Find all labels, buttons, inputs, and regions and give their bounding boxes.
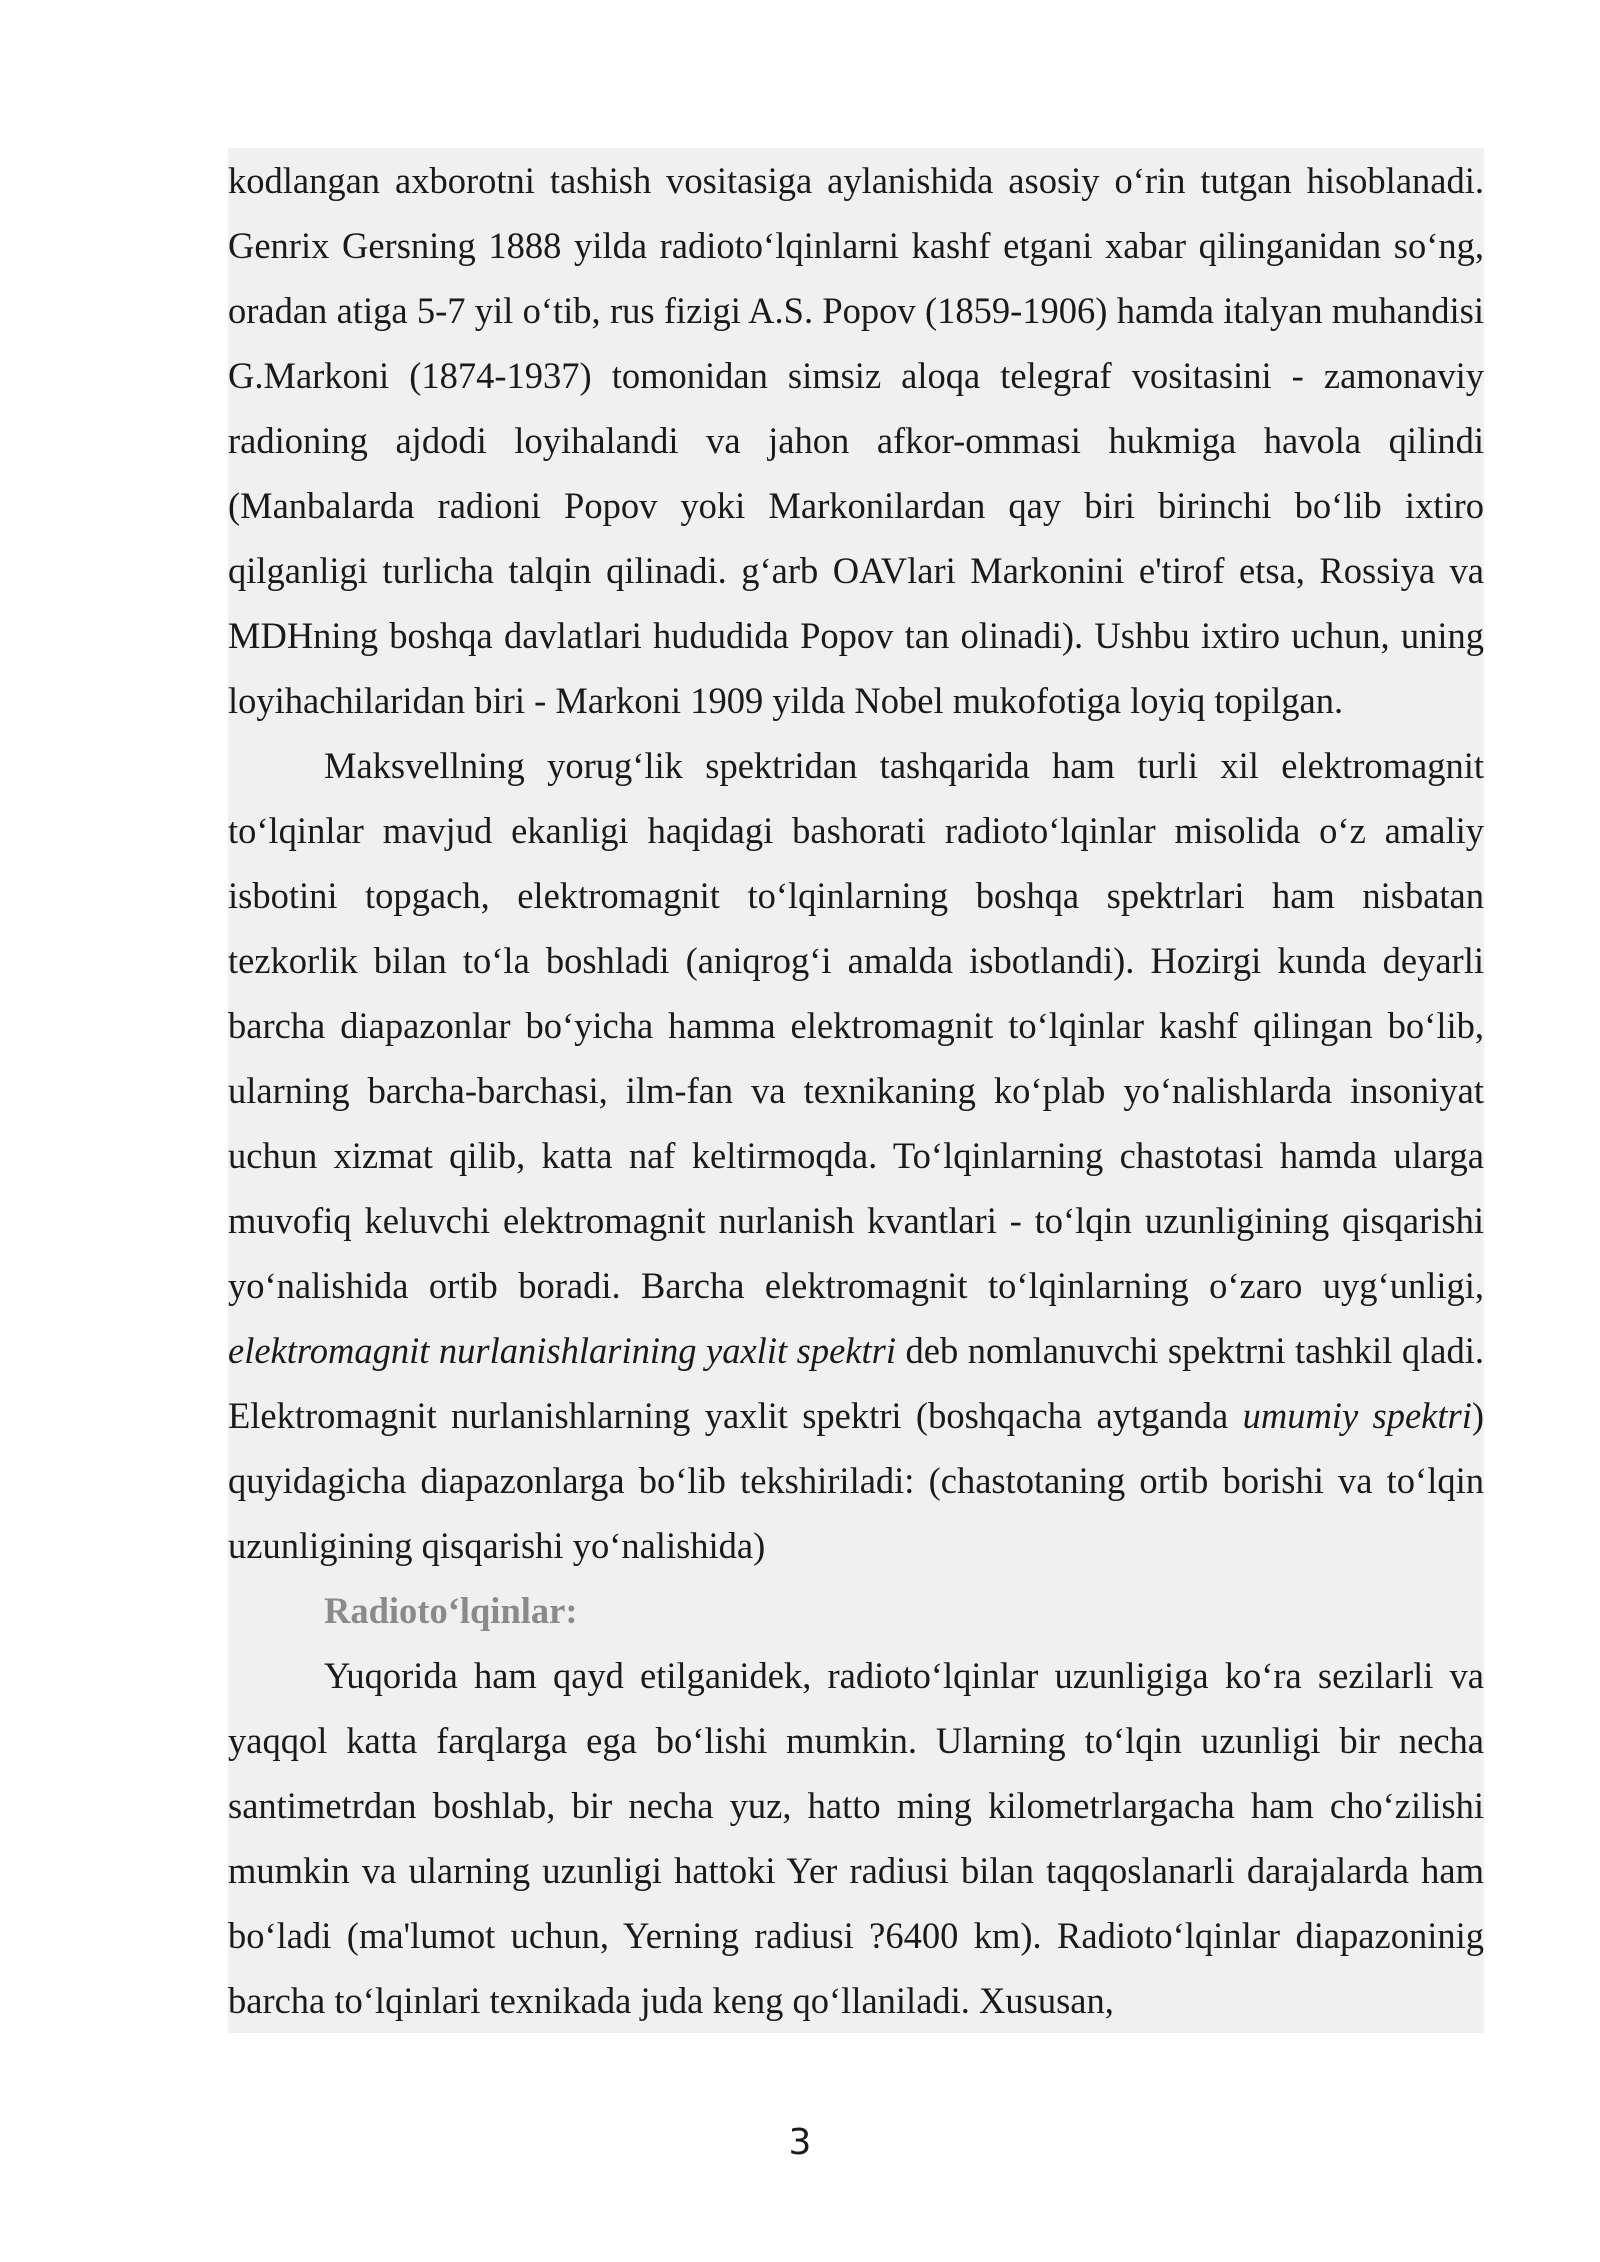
term-general-spectrum: umumiy spektri — [1242, 1395, 1472, 1436]
section-heading-radio-waves: Radioto‘lqinlar: — [324, 1590, 578, 1631]
body-text — [228, 148, 1484, 2033]
page-number: 3 — [788, 2122, 812, 2163]
paragraph-em-spectrum-part1: Maksvellning yorug‘lik spektridan tashqarida ham turli xil elektromagnit to‘lqinlar mavjud ekanligi haqidagi bashorati radioto‘lqinlar misolida o‘z amaliy isbotini topgach, elektromagnit to‘lqinlarning boshqa spektrlari ham nisbatan tezkorlik bilan to‘la boshladi (aniqrog‘i amalda isbotlandi). Hozirgi kunda deyarli barcha diapazonlar bo‘yicha hamma elektromagnit to‘lqinlar kashf qilingan bo‘lib, ularning barcha-barchasi, ilm-fan va texnikaning ko‘plab yo‘nalishlarda insoniyat uchun xizmat qilib, katta naf keltirmoqda. To‘lqinlarning chastotasi hamda ularga muvofiq keluvchi elektromagnit nurlanish kvantlari - to‘lqin uzunligining qisqarishi yo‘nalishida ortib boradi. Barcha elektromagnit to‘lqinlarning o‘zaro uyg‘unligi, — [228, 745, 1484, 1306]
term-em-spectrum: elektromagnit nurlanishlarining yaxlit spektri — [228, 1330, 896, 1371]
paragraph-radio-history: kodlangan axborotni tashish vositasiga aylanishida asosiy o‘rin tutgan hisoblanadi. Genrix Gersning 1888 yilda radioto‘lqinlarni kashf etgani xabar qilinganidan so‘ng, oradan atiga 5-7 yil o‘tib, rus fizigi A.S. Popov (1859-1906) hamda italyan muhandisi G.Markoni (1874-1937) tomonidan simsiz aloqa telegraf vositasini - zamonaviy radioning ajdodi loyihalandi va jahon afkor-ommasi hukmiga havola qilindi (Manbalarda radioni Popov yoki Markonilardan qay biri birinchi bo‘lib ixtiro qilganligi turlicha talqin qilinadi. g‘arb OAVlari Markonini e'tirof etsa, Rossiya va MDHning boshqa davlatlari hududida Popov tan olinadi). Ushbu ixtiro uchun, uning loyihachilaridan biri - Markoni 1909 yilda Nobel mukofotiga loyiq topilgan. — [228, 160, 1484, 721]
paragraph-radio-waves: Yuqorida ham qayd etilganidek, radioto‘lqinlar uzunligiga ko‘ra sezilarli va yaqqol katta farqlarga ega bo‘lishi mumkin. Ularning to‘lqin uzunligi bir necha santimetrdan boshlab, bir necha yuz, hatto ming kilometrlargacha ham cho‘zilishi mumkin va ularning uzunligi hattoki Yer radiusi bilan taqqoslanarli darajalarda ham bo‘ladi (ma'lumot uchun, Yerning radiusi ?6400 km). Radioto‘lqinlar diapazoninig barcha to‘lqinlari texnikada juda keng qo‘llaniladi. Xususan, — [228, 1655, 1484, 2021]
paragraph-em-spectrum-part3: ) quyidagicha diapazonlarga bo‘lib tekshiriladi: (chastotaning ortib borishi va to‘lqin uzunligining qisqarishi yo‘nalishida) — [228, 1395, 1485, 1566]
paragraph-em-spectrum — [228, 733, 1484, 1578]
paragraph-em-spectrum-part2: deb nomlanuvchi spektrni tashkil qladi. Elektromagnit nurlanishlarning yaxlit spektri (boshqacha aytganda — [228, 1330, 1484, 1436]
